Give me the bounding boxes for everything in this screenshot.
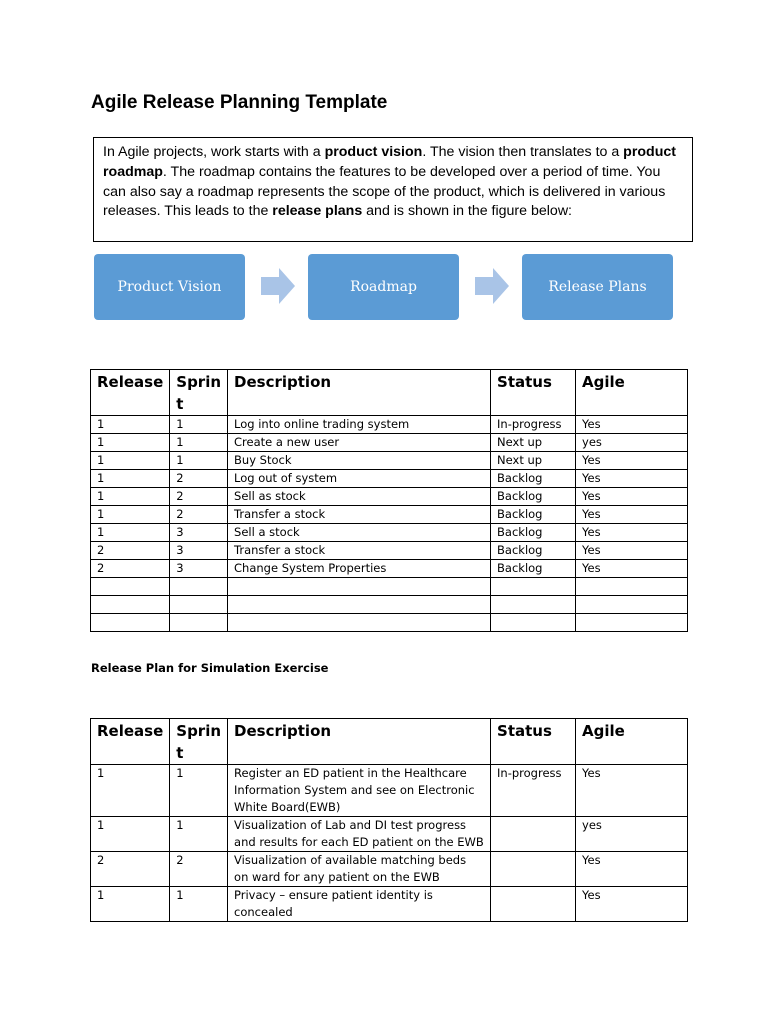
cell-sprint: 1 [170,452,228,470]
table-row [91,524,688,542]
cell-sprint: 1 [170,887,228,922]
cell-status: In-progress [491,416,576,434]
cell-sprint: 2 [170,470,228,488]
cell-description: Transfer a stock [228,506,491,524]
header-agile: Agile [576,719,688,765]
flow-label-release-plans: Release Plans [548,279,647,295]
cell-status [491,852,576,887]
cell-description [228,614,491,632]
flow-box-product-vision [94,254,245,320]
table-header-row [91,719,688,765]
cell-release: 1 [91,506,170,524]
table-row [91,506,688,524]
cell-release: 2 [91,542,170,560]
cell-agile [576,596,688,614]
cell-agile: Yes [576,506,688,524]
flow-box-release-plans [522,254,673,320]
header-agile: Agile [576,370,688,416]
release-table-body [91,416,688,632]
right-arrow-icon [475,268,509,304]
cell-status [491,887,576,922]
intro-bold-product-roadmap: product roadmap [103,144,676,180]
page-title: Agile Release Planning Template [91,92,388,113]
cell-agile [576,578,688,596]
cell-sprint: 2 [170,852,228,887]
cell-description: Log into online trading system [228,416,491,434]
cell-status: In-progress [491,765,576,817]
cell-agile: Yes [576,852,688,887]
intro-text-4: and is shown in the figure below: [362,203,573,220]
cell-sprint: 2 [170,506,228,524]
table-row [91,452,688,470]
cell-sprint: 2 [170,488,228,506]
flow-label-product-vision: Product Vision [117,279,222,295]
cell-release: 1 [91,452,170,470]
cell-release [91,578,170,596]
intro-text-3: . The roadmap contains the features to be developed over a period of time. You can also say a roadmap represents the scope of the product, which is delivered in various releases. This leads to the [103,163,666,220]
cell-description: Sell a stock [228,524,491,542]
simulation-release-table [90,718,688,922]
table-row [91,596,688,614]
header-sprint: Sprin t [170,719,228,765]
cell-agile: yes [576,434,688,452]
intro-bold-product-vision: product vision [324,144,423,160]
cell-status [491,817,576,852]
cell-agile: Yes [576,765,688,817]
cell-release: 1 [91,817,170,852]
table-row [91,817,688,852]
header-release: Release [91,719,170,765]
cell-release: 1 [91,524,170,542]
flow-label-roadmap: Roadmap [350,279,417,295]
cell-release [91,614,170,632]
cell-sprint [170,578,228,596]
header-description: Description [228,370,491,416]
cell-description: Visualization of Lab and DI test progress and results for each ED patient on the EWB [228,817,491,852]
cell-sprint: 3 [170,524,228,542]
cell-status: Backlog [491,488,576,506]
cell-description: Transfer a stock [228,542,491,560]
cell-release: 1 [91,434,170,452]
table-row [91,852,688,887]
intro-box [93,137,693,242]
intro-text-1: In Agile projects, work starts with a [103,144,325,160]
cell-status: Backlog [491,470,576,488]
intro-text-2: . The vision then translates to a [422,144,624,160]
header-status: Status [491,370,576,416]
cell-status: Backlog [491,506,576,524]
cell-release [91,596,170,614]
cell-release: 1 [91,488,170,506]
cell-agile: yes [576,817,688,852]
intro-paragraph [103,143,682,222]
cell-release: 2 [91,560,170,578]
cell-release: 1 [91,470,170,488]
cell-release: 2 [91,852,170,887]
cell-agile: Yes [576,452,688,470]
cell-description [228,596,491,614]
cell-sprint [170,596,228,614]
cell-status: Backlog [491,542,576,560]
cell-release: 1 [91,765,170,817]
cell-status [491,578,576,596]
simulation-table-body [91,765,688,922]
table-row [91,887,688,922]
cell-status [491,614,576,632]
cell-description: Privacy – ensure patient identity is concealed [228,887,491,922]
cell-sprint [170,614,228,632]
table-row [91,560,688,578]
header-sprint: Sprin t [170,370,228,416]
cell-status: Next up [491,452,576,470]
cell-sprint: 1 [170,817,228,852]
release-table [90,369,688,632]
cell-status [491,596,576,614]
header-description: Description [228,719,491,765]
cell-agile: Yes [576,542,688,560]
table-row [91,765,688,817]
cell-agile: Yes [576,488,688,506]
cell-description: Visualization of available matching beds on ward for any patient on the EWB [228,852,491,887]
cell-description: Buy Stock [228,452,491,470]
cell-status: Backlog [491,524,576,542]
cell-agile: Yes [576,560,688,578]
table-row [91,614,688,632]
cell-description: Sell as stock [228,488,491,506]
cell-agile [576,614,688,632]
cell-status: Next up [491,434,576,452]
cell-description: Change System Properties [228,560,491,578]
cell-sprint: 1 [170,765,228,817]
header-status: Status [491,719,576,765]
cell-agile: Yes [576,416,688,434]
table-row [91,416,688,434]
flow-box-roadmap [308,254,459,320]
cell-sprint: 3 [170,542,228,560]
cell-agile: Yes [576,470,688,488]
intro-bold-release-plans: release plans [272,203,363,220]
cell-sprint: 3 [170,560,228,578]
cell-description: Register an ED patient in the Healthcare Information System and see on Electronic White Board(EWB) [228,765,491,817]
cell-description [228,578,491,596]
table-row [91,488,688,506]
table-row [91,470,688,488]
table-row [91,542,688,560]
cell-description: Log out of system [228,470,491,488]
cell-agile: Yes [576,887,688,922]
table-row [91,578,688,596]
cell-description: Create a new user [228,434,491,452]
cell-release: 1 [91,887,170,922]
right-arrow-icon [261,268,295,304]
table-row [91,434,688,452]
header-release: Release [91,370,170,416]
cell-sprint: 1 [170,416,228,434]
cell-release: 1 [91,416,170,434]
cell-agile: Yes [576,524,688,542]
section-caption: Release Plan for Simulation Exercise [91,661,329,675]
cell-status: Backlog [491,560,576,578]
table-header-row [91,370,688,416]
cell-sprint: 1 [170,434,228,452]
